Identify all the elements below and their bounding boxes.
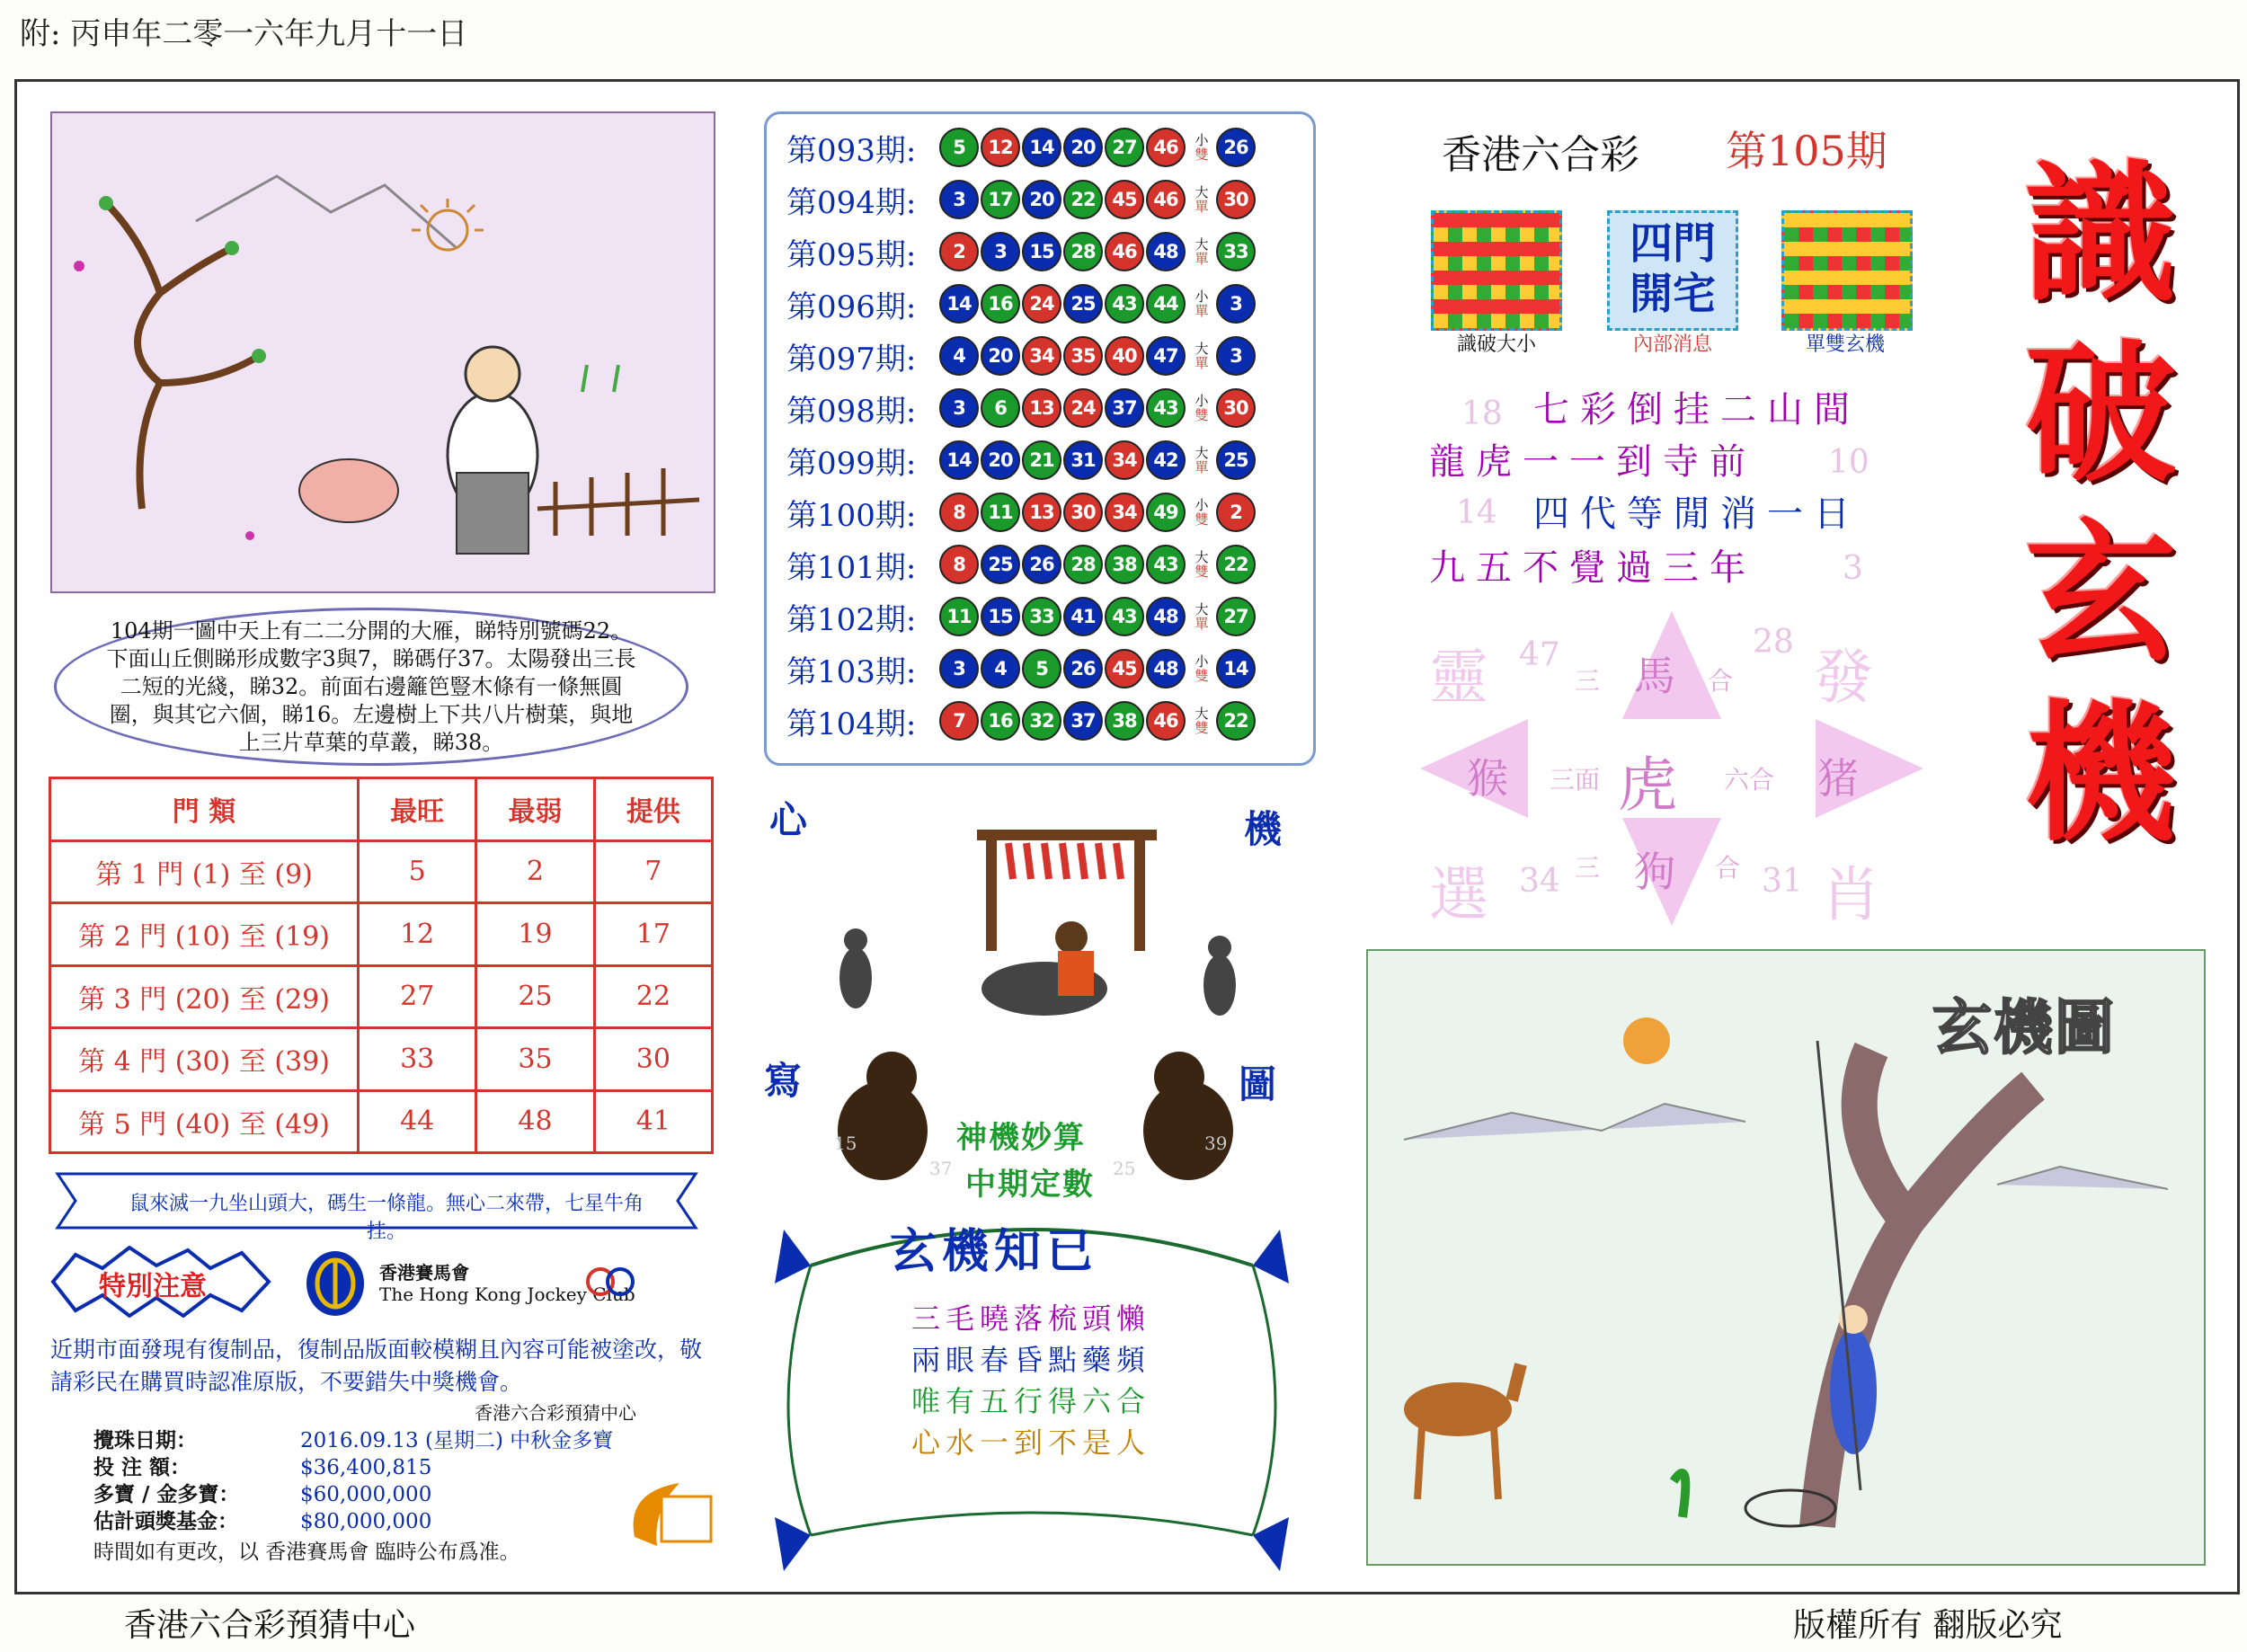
gate-max: 44 — [359, 1090, 476, 1153]
result-tag-parity: 雙 — [1195, 564, 1209, 580]
number-ball: 15 — [981, 597, 1020, 636]
poem-ghost-num: 3 — [1843, 550, 1863, 587]
riddle-bubble — [54, 608, 688, 766]
result-row — [786, 436, 1257, 484]
bet-amount-label: 投 注 額： — [93, 1455, 191, 1479]
number-ball: 13 — [1022, 388, 1061, 428]
result-tag-parity: 雙 — [1195, 720, 1209, 736]
number-ball: 31 — [1063, 440, 1103, 480]
result-tag-parity: 單 — [1195, 251, 1209, 267]
corner-char-write: 寫 — [764, 1059, 803, 1103]
result-tag — [1189, 133, 1214, 162]
compass-tl-num: 47 — [1519, 636, 1560, 673]
number-ball: 38 — [1105, 701, 1144, 741]
estimated-fund-label: 估計頭獎基金： — [93, 1509, 238, 1533]
mosaic-tile-center — [1607, 210, 1738, 331]
number-ball: 28 — [1063, 545, 1103, 584]
result-period-label: 第101期: — [786, 549, 917, 586]
result-tag-size: 小 — [1195, 653, 1209, 670]
number-ball: 6 — [981, 388, 1020, 428]
bet-amount-value: $36,400,815 — [300, 1456, 432, 1479]
corner-char-heart: 心 — [769, 798, 808, 842]
result-tag-size: 大 — [1195, 706, 1209, 722]
number-ball: 21 — [1022, 440, 1061, 480]
banner-text: 鼠來滅一九坐山頭大，碼生一條龍。無心二來帶，七星牛角挂。 — [129, 1193, 644, 1243]
table-row — [50, 840, 713, 903]
gates-header-give: 提供 — [594, 778, 712, 841]
period-number: 第105期 — [1726, 127, 1887, 175]
poem-ghost-num: 14 — [1456, 494, 1497, 531]
number-ball: 49 — [1146, 493, 1186, 532]
result-tag — [1189, 342, 1214, 370]
buddha-pig-scene — [52, 113, 714, 591]
result-tag-size: 小 — [1195, 393, 1209, 409]
compass-small-right: 六合 — [1724, 765, 1775, 795]
compass-center-char: 虎 — [1618, 751, 1677, 820]
result-period-label: 第103期: — [786, 653, 917, 690]
result-tag-size: 小 — [1195, 132, 1209, 148]
date-line: 附: 丙申年二零一六年九月十一日 — [20, 16, 468, 52]
number-ball: 11 — [939, 597, 979, 636]
compass-small-bottom-left: 三 — [1575, 853, 1601, 883]
number-ball: 43 — [1146, 545, 1186, 584]
table-row — [50, 1028, 713, 1091]
compass-bl-char: 選 — [1429, 860, 1488, 929]
table-row — [50, 903, 713, 966]
compass-br-num: 31 — [1762, 863, 1803, 900]
gate-label: 第 2 門 (10) 至 (19) — [50, 903, 359, 966]
monkey-num-left: 15 — [834, 1132, 857, 1154]
number-ball: 38 — [1105, 545, 1144, 584]
hkjc-name-en: The Hong Kong Jockey Club — [379, 1283, 635, 1305]
number-ball: 34 — [1022, 336, 1061, 376]
result-tag-parity: 單 — [1195, 459, 1209, 475]
number-ball: 2 — [939, 232, 979, 271]
mosaic-tile-left — [1431, 210, 1562, 331]
result-period-label: 第100期: — [786, 497, 917, 534]
number-ball: 37 — [1105, 388, 1144, 428]
compass-right-char: 猪 — [1817, 754, 1859, 803]
mark-six-logo-icon — [582, 1255, 645, 1309]
results-panel — [764, 111, 1316, 766]
result-tag-parity: 單 — [1195, 303, 1209, 319]
number-ball: 16 — [981, 284, 1020, 324]
result-period-label: 第093期: — [786, 132, 917, 169]
number-ball: 43 — [1146, 388, 1186, 428]
result-row — [786, 280, 1257, 328]
gate-min: 48 — [476, 1090, 594, 1153]
number-ball: 40 — [1105, 336, 1144, 376]
gate-give: 22 — [594, 965, 712, 1028]
result-row — [786, 540, 1257, 589]
compass-small-top-right: 合 — [1708, 666, 1734, 696]
center-poem-line: 兩眼春昏點藥頻 — [910, 1343, 1150, 1377]
special-ball: 22 — [1216, 701, 1256, 741]
shen-ji-text: 神機妙算 — [956, 1120, 1086, 1156]
result-tag-size: 大 — [1195, 184, 1209, 200]
result-period-label: 第094期: — [786, 184, 917, 221]
center-poem — [883, 1298, 1179, 1463]
gate-min: 2 — [476, 840, 594, 903]
corner-char-picture: 圖 — [1239, 1062, 1277, 1106]
result-tag-size: 大 — [1195, 341, 1209, 357]
center-poem-line: 心水一到不是人 — [910, 1426, 1150, 1460]
gate-give: 30 — [594, 1028, 712, 1091]
result-tag — [1189, 185, 1214, 214]
number-ball: 4 — [939, 336, 979, 376]
number-ball: 20 — [981, 440, 1020, 480]
result-tag — [1189, 498, 1214, 527]
number-ball: 46 — [1146, 128, 1186, 167]
result-tag — [1189, 654, 1214, 683]
number-ball: 47 — [1146, 336, 1186, 376]
number-ball: 3 — [981, 232, 1020, 271]
table-row — [50, 1090, 713, 1153]
result-tag-size: 大 — [1195, 601, 1209, 617]
result-tag — [1189, 706, 1214, 735]
number-ball: 26 — [1022, 545, 1061, 584]
compass-br-char: 肖 — [1821, 860, 1880, 929]
gates-header-min: 最弱 — [476, 778, 594, 841]
right-poem-line: 四代等閒消一日 — [1533, 493, 1861, 535]
draw-date-value: 2016.09.13 (星期二) 中秋金多寶 — [300, 1429, 614, 1452]
footer-right: 版權所有 翻版必究 — [1793, 1607, 2063, 1644]
compass-small-top-left: 三 — [1575, 666, 1601, 696]
gate-give: 41 — [594, 1090, 712, 1153]
mosaic-tile-right — [1781, 210, 1913, 331]
tile-center-line1: 四門 — [1629, 218, 1716, 269]
gate-min: 19 — [476, 903, 594, 966]
poem-ghost-num: 10 — [1828, 444, 1870, 481]
table-row — [50, 965, 713, 1028]
number-ball: 14 — [939, 284, 979, 324]
number-ball: 15 — [1022, 232, 1061, 271]
number-ball: 22 — [1063, 180, 1103, 219]
number-ball: 14 — [1022, 128, 1061, 167]
number-ball: 25 — [1063, 284, 1103, 324]
gate-max: 5 — [359, 840, 476, 903]
notice-footnote: 時間如有更改，以 香港賽馬會 臨時公布爲准。 — [93, 1541, 520, 1564]
center-poem-line: 唯有五行得六合 — [910, 1384, 1150, 1418]
compass-tr-char: 發 — [1814, 643, 1873, 712]
number-ball: 43 — [1105, 284, 1144, 324]
result-tag-parity: 雙 — [1195, 511, 1209, 528]
number-ball: 16 — [981, 701, 1020, 741]
tile-caption-left: 識破大小 — [1456, 333, 1536, 356]
gate-label: 第 5 門 (40) 至 (49) — [50, 1090, 359, 1153]
gate-min: 25 — [476, 965, 594, 1028]
result-tag-parity: 雙 — [1195, 668, 1209, 684]
number-ball: 20 — [1063, 128, 1103, 167]
number-ball: 12 — [981, 128, 1020, 167]
gates-header-max: 最旺 — [359, 778, 476, 841]
number-ball: 32 — [1022, 701, 1061, 741]
compass-bl-num: 34 — [1519, 863, 1560, 900]
result-period-label: 第096期: — [786, 289, 917, 325]
number-ball: 46 — [1105, 232, 1144, 271]
number-ball: 25 — [981, 545, 1020, 584]
monkey-num-mid2: 25 — [1113, 1158, 1136, 1179]
gate-label: 第 4 門 (30) 至 (39) — [50, 1028, 359, 1091]
gate-min: 35 — [476, 1028, 594, 1091]
number-ball: 3 — [939, 649, 979, 688]
compass-tr-num: 28 — [1753, 624, 1794, 661]
notice-badge-label: 特別注意 — [99, 1271, 207, 1302]
gate-label: 第 1 門 (1) 至 (9) — [50, 840, 359, 903]
big-title-char: 機 — [2025, 684, 2176, 862]
result-tag-parity: 單 — [1195, 616, 1209, 632]
big-title-char: 破 — [2025, 324, 2176, 502]
draw-date-label: 攪珠日期： — [93, 1428, 197, 1452]
footer-left: 香港六合彩預猜中心 — [124, 1607, 416, 1644]
result-tag-size: 小 — [1195, 497, 1209, 513]
notice-center-name: 香港六合彩預猜中心 — [475, 1402, 636, 1424]
result-row — [786, 697, 1257, 745]
result-tag — [1189, 237, 1214, 266]
result-row — [786, 175, 1257, 224]
result-tag-parity: 雙 — [1195, 147, 1209, 163]
number-ball: 20 — [1022, 180, 1061, 219]
jackpot-label: 多寶 / 金多寶： — [93, 1482, 240, 1506]
number-ball: 30 — [1063, 493, 1103, 532]
right-poem-line: 龍虎一一到寺前 — [1429, 441, 1756, 483]
result-period-label: 第099期: — [786, 445, 917, 482]
center-poem-line: 三毛曉落梳頭懶 — [910, 1301, 1150, 1336]
special-ball: 14 — [1216, 649, 1256, 688]
gate-max: 27 — [359, 965, 476, 1028]
jackpot-value: $60,000,000 — [300, 1483, 432, 1506]
big-title-char: 玄 — [2025, 504, 2176, 682]
result-tag — [1189, 550, 1214, 579]
result-tag-size: 小 — [1195, 289, 1209, 305]
compass-small-left: 三面 — [1550, 765, 1601, 795]
number-ball: 37 — [1063, 701, 1103, 741]
result-period-label: 第098期: — [786, 393, 917, 430]
number-ball: 11 — [981, 493, 1020, 532]
number-ball: 45 — [1105, 649, 1144, 688]
result-tag — [1189, 446, 1214, 475]
result-row — [786, 332, 1257, 380]
result-period-label: 第095期: — [786, 236, 917, 273]
result-row — [786, 644, 1257, 693]
result-row — [786, 592, 1257, 641]
result-period-label: 第104期: — [786, 706, 917, 742]
hkjc-logo-icon — [304, 1248, 367, 1319]
number-ball: 24 — [1022, 284, 1061, 324]
scene-title: 玄機圖 — [1932, 992, 2116, 1062]
special-ball: 30 — [1216, 180, 1256, 219]
big-title — [2006, 144, 2195, 863]
compass-left-char: 猴 — [1467, 754, 1508, 803]
monkey-num-right: 39 — [1204, 1132, 1228, 1154]
number-ball: 35 — [1063, 336, 1103, 376]
scene-illustration-left — [50, 111, 715, 593]
riddle-text: 104期一圖中天上有二二分開的大雁，睇特別號碼22。下面山丘側睇形成數字3與7，睇碼仔37。太陽發出三長二短的光綫，睇32。前面右邊籬笆豎木條有一條無圓圈，與其它六個，睇16。左邊樹上下共八片樹葉，與地上三片草葉的草叢，睇38。 — [106, 617, 636, 755]
special-ball: 30 — [1216, 388, 1256, 428]
number-ball: 28 — [1063, 232, 1103, 271]
special-ball: 27 — [1216, 597, 1256, 636]
number-ball: 34 — [1105, 493, 1144, 532]
result-tag-size: 大 — [1195, 549, 1209, 565]
number-ball: 44 — [1146, 284, 1186, 324]
estimated-fund-value: $80,000,000 — [300, 1510, 432, 1533]
poem-ghost-num: 18 — [1461, 395, 1503, 432]
ifha-trust-mark-logo — [617, 1474, 715, 1555]
number-ball: 8 — [939, 545, 979, 584]
number-ball: 48 — [1146, 232, 1186, 271]
corner-char-machine: 機 — [1244, 807, 1283, 851]
result-period-label: 第102期: — [786, 601, 917, 638]
number-ball: 8 — [939, 493, 979, 532]
gates-header-category: 門 類 — [50, 778, 359, 841]
number-ball: 13 — [1022, 493, 1061, 532]
number-ball: 14 — [939, 440, 979, 480]
result-tag-size: 大 — [1195, 445, 1209, 461]
big-title-char: 識 — [2025, 145, 2176, 323]
special-ball: 25 — [1216, 440, 1256, 480]
result-tag-parity: 單 — [1195, 355, 1209, 371]
gate-give: 17 — [594, 903, 712, 966]
special-ball: 22 — [1216, 545, 1256, 584]
number-ball: 41 — [1063, 597, 1103, 636]
compass-small-bottom-right: 合 — [1715, 853, 1741, 883]
compass-bottom-char: 狗 — [1634, 848, 1675, 896]
number-ball: 3 — [939, 388, 979, 428]
center-title: 玄機知已 — [890, 1224, 1099, 1279]
result-period-label: 第097期: — [786, 341, 917, 377]
tile-caption-center: 內部消息 — [1632, 333, 1712, 356]
result-tag-size: 大 — [1195, 236, 1209, 253]
number-ball: 46 — [1146, 701, 1186, 741]
hkjc-name-cn: 香港賽馬會 — [379, 1262, 469, 1283]
gate-max: 12 — [359, 903, 476, 966]
number-ball: 48 — [1146, 649, 1186, 688]
gate-give: 7 — [594, 840, 712, 903]
number-ball: 26 — [1063, 649, 1103, 688]
hk-mark-six-title: 香港六合彩 — [1442, 132, 1639, 178]
result-tag — [1189, 394, 1214, 422]
result-tag — [1189, 289, 1214, 318]
special-ball: 2 — [1216, 493, 1256, 532]
gates-header-row — [50, 778, 713, 841]
gate-max: 33 — [359, 1028, 476, 1091]
number-ball: 7 — [939, 701, 979, 741]
number-ball: 34 — [1105, 440, 1144, 480]
result-row — [786, 384, 1257, 432]
number-ball: 48 — [1146, 597, 1186, 636]
tile-center-line2: 開宅 — [1629, 269, 1716, 319]
result-row — [786, 227, 1257, 276]
number-ball: 17 — [981, 180, 1020, 219]
number-ball: 20 — [981, 336, 1020, 376]
result-tag-parity: 雙 — [1195, 407, 1209, 423]
right-poem-line: 九五不覺過三年 — [1429, 547, 1756, 589]
zhong-qi-text: 中期定數 — [965, 1167, 1095, 1203]
right-poem-line: 七彩倒挂二山間 — [1533, 389, 1861, 431]
number-ball: 27 — [1105, 128, 1144, 167]
monkey-num-mid1: 37 — [929, 1158, 953, 1179]
number-ball: 3 — [939, 180, 979, 219]
number-ball: 5 — [1022, 649, 1061, 688]
special-ball: 3 — [1216, 284, 1256, 324]
number-ball: 4 — [981, 649, 1020, 688]
result-row — [786, 123, 1257, 172]
tile-caption-right: 單雙玄機 — [1805, 333, 1885, 356]
number-ball: 45 — [1105, 180, 1144, 219]
special-ball: 26 — [1216, 128, 1256, 167]
result-tag — [1189, 602, 1214, 631]
compass-top-char: 馬 — [1634, 652, 1675, 700]
number-ball: 24 — [1063, 388, 1103, 428]
number-ball: 33 — [1022, 597, 1061, 636]
special-ball: 33 — [1216, 232, 1256, 271]
special-ball: 3 — [1216, 336, 1256, 376]
number-ball: 5 — [939, 128, 979, 167]
draw-info — [93, 1427, 613, 1535]
compass-tl-char: 靈 — [1429, 643, 1488, 712]
result-tag-parity: 單 — [1195, 199, 1209, 215]
gate-label: 第 3 門 (20) 至 (29) — [50, 965, 359, 1028]
number-ball: 46 — [1146, 180, 1186, 219]
number-ball: 43 — [1105, 597, 1144, 636]
gates-table — [49, 777, 714, 1154]
notice-body: 近期市面發現有復制品，復制品版面較模糊且內容可能被塗改，敬請彩民在購買時認准原版，不要錯失中獎機會。 — [50, 1337, 703, 1395]
number-ball: 42 — [1146, 440, 1186, 480]
result-row — [786, 488, 1257, 537]
